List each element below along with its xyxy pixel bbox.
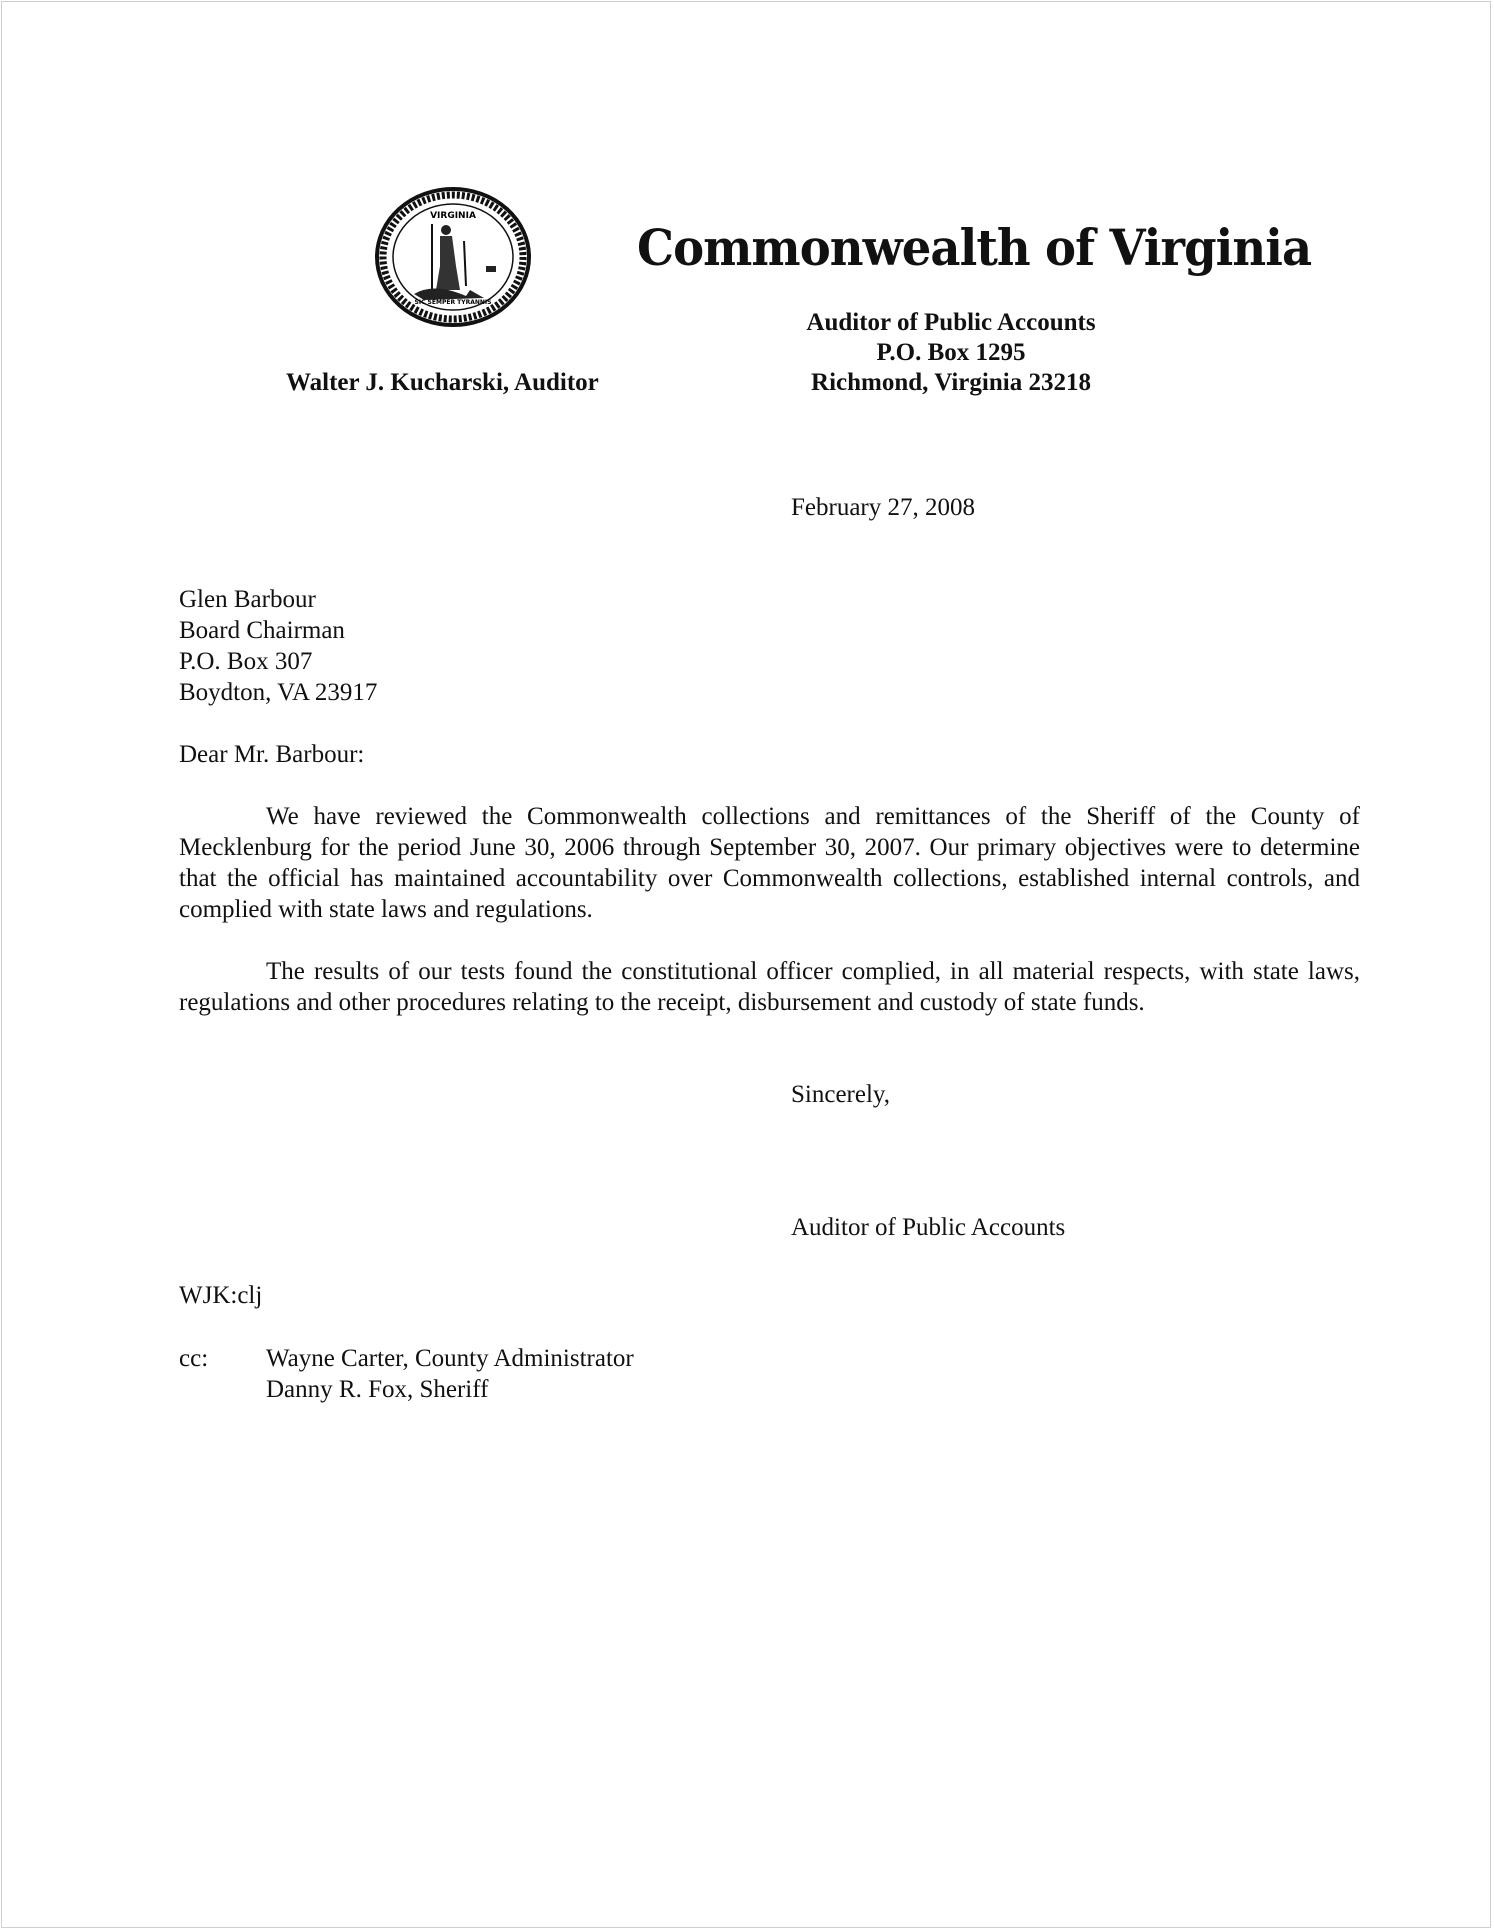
recipient-address [179,584,377,708]
recipient-address-line1: P.O. Box 307 [179,648,313,675]
initials: WJK:clj [179,1282,263,1309]
virginia-seal-logo [374,186,532,328]
office-po-box: P.O. Box 1295 [876,339,1026,366]
office-name: Auditor of Public Accounts [806,309,1096,336]
recipient-name: Glen Barbour [179,586,316,613]
office-address-block [751,308,1151,398]
cc-recipient: Danny R. Fox, Sheriff [266,1376,489,1403]
cc-list [266,1343,634,1405]
signature-block: Auditor of Public Accounts [791,1214,1066,1241]
recipient-title: Board Chairman [179,617,345,644]
office-city: Richmond, Virginia 23218 [811,369,1091,396]
body-paragraph: We have reviewed the Commonwealth collections and remittances of the Sheriff of the County of Mecklenburg for the period June 30, 2006 through September 30, 2007. Our primary objectives were to determine that the official has maintained accountability over Commonwealth collections, established internal controls, and complied with state laws and regulations. [179,803,1360,923]
seal-text-bottom: SIC SEMPER TYRANNIS [414,299,492,306]
body-paragraph: The results of our tests found the constitutional officer complied, in all material respects, with state laws, regulations and other procedures relating to the receipt, disbursement and custody of state funds. [179,958,1360,1016]
letter-date: February 27, 2008 [791,494,975,521]
cc-recipient: Wayne Carter, County Administrator [266,1345,634,1372]
recipient-address-line2: Boydton, VA 23917 [179,679,378,706]
closing: Sincerely, [791,1081,891,1108]
seal-text-top: VIRGINIA [430,211,476,221]
auditor-name: Walter J. Kucharski, Auditor [286,369,599,396]
letterhead-title: Commonwealth of Virginia [637,218,1312,277]
salutation: Dear Mr. Barbour: [179,741,365,768]
cc-label: cc: [179,1345,209,1372]
